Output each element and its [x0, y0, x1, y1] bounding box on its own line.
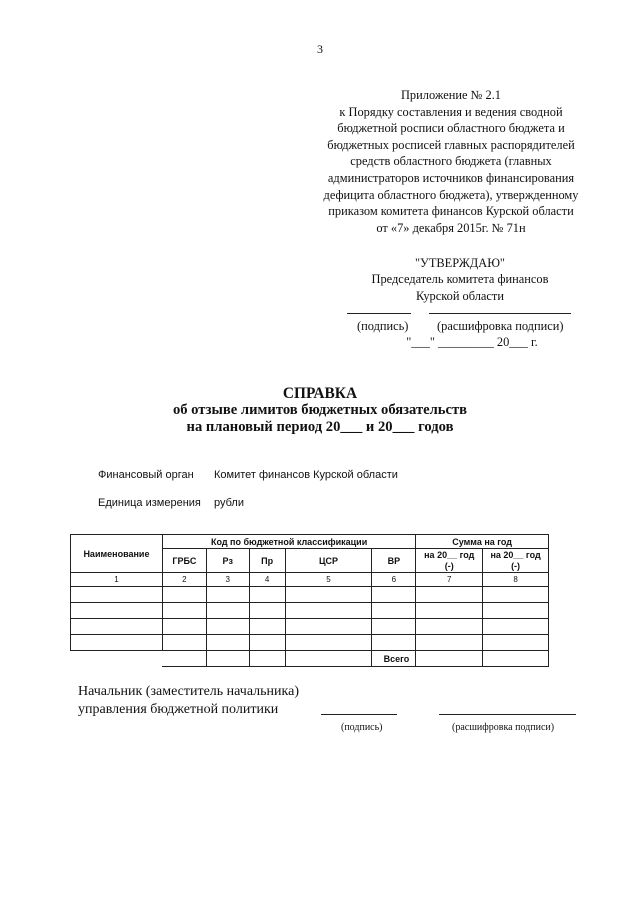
table-cell[interactable] [249, 635, 285, 651]
table-cell-blank [249, 651, 285, 667]
approval-signature-line[interactable] [347, 313, 411, 314]
table-cell[interactable] [372, 635, 416, 651]
table-cell[interactable] [71, 619, 163, 635]
appendix-line: приказом комитета финансов Курской области [328, 204, 574, 219]
table-cell-blank [71, 651, 163, 667]
table-cell[interactable] [71, 635, 163, 651]
col-header-grbs: ГРБС [162, 549, 206, 573]
footer-position-line-1: Начальник (заместитель начальника) [78, 684, 299, 699]
approver-position: Председатель комитета финансов [371, 272, 549, 287]
footer-signature-block [78, 683, 598, 733]
column-number: 5 [285, 573, 372, 587]
approve-stamp: "УТВЕРЖДАЮ" [415, 256, 505, 270]
total-value-year-2[interactable] [483, 651, 549, 667]
footer-decoding-caption: (расшифровка подписи) [452, 722, 555, 733]
table-row [71, 587, 549, 603]
appendix-line: бюджетных росписей главных распорядителей [327, 137, 575, 152]
table-cell[interactable] [416, 603, 483, 619]
title-subtitle: об отзыве лимитов бюджетных обязательств [172, 402, 468, 418]
col-header-name: Наименование [71, 535, 163, 573]
table-row [71, 603, 549, 619]
unit-label: Единица измерения [98, 497, 201, 509]
document-title [0, 385, 640, 436]
table-cell[interactable] [162, 603, 206, 619]
approval-signature-caption: (подпись) [357, 319, 409, 334]
table-cell[interactable] [483, 603, 549, 619]
page-number: 3 [317, 42, 323, 56]
table-cell[interactable] [206, 619, 249, 635]
column-number: 2 [162, 573, 206, 587]
approval-signature-lines [345, 304, 575, 318]
col-header-vr: ВР [372, 549, 416, 573]
appendix-line: средств областного бюджета (главных [350, 154, 552, 169]
column-number: 6 [372, 573, 416, 587]
column-number: 8 [483, 573, 549, 587]
limits-table [70, 534, 549, 667]
table-cell[interactable] [285, 587, 372, 603]
table-cell[interactable] [162, 619, 206, 635]
approval-block [345, 255, 575, 351]
year-2-label: на 20__ год [490, 549, 541, 560]
table-cell[interactable] [483, 587, 549, 603]
table-cell[interactable] [285, 603, 372, 619]
title-period: на плановый период 20___ и 20___ годов [186, 419, 454, 435]
table-cell[interactable] [162, 587, 206, 603]
table-cell[interactable] [416, 587, 483, 603]
col-header-pr: Пр [249, 549, 285, 573]
appendix-line: Приложение № 2.1 [400, 88, 501, 102]
approver-org: Курской области [416, 288, 504, 303]
total-row [71, 651, 549, 667]
table-cell[interactable] [249, 603, 285, 619]
appendix-line: к Порядку составления и ведения сводной [339, 104, 563, 119]
appendix-line: администраторов источников финансирования [327, 170, 575, 185]
approval-captions [345, 318, 575, 334]
title-main: СПРАВКА [282, 385, 358, 402]
total-value-year-1[interactable] [416, 651, 483, 667]
column-number: 1 [71, 573, 163, 587]
year-1-sign: (-) [444, 560, 454, 571]
table-row [71, 619, 549, 635]
table-cell[interactable] [372, 619, 416, 635]
appendix-line: дефицита областного бюджета), утвержденному [323, 187, 579, 202]
appendix-block [306, 87, 596, 236]
table-cell[interactable] [483, 635, 549, 651]
approval-date-line: "___" _________ 20___ г. [406, 335, 538, 350]
total-label: Всего [372, 651, 416, 667]
table-cell[interactable] [71, 587, 163, 603]
col-header-csr: ЦСР [285, 549, 372, 573]
approval-decoding-caption: (расшифровка подписи) [437, 319, 564, 334]
table-cell[interactable] [249, 587, 285, 603]
table-cell[interactable] [285, 635, 372, 651]
appendix-line: от «7» декабря 2015г. № 71н [376, 220, 526, 235]
table-cell[interactable] [206, 603, 249, 619]
year-2-sign: (-) [511, 560, 521, 571]
footer-signature-line[interactable] [321, 714, 397, 715]
table-cell-blank [162, 651, 206, 667]
footer-position-line-2: управления бюджетной политики [78, 702, 279, 717]
col-header-year-1 [416, 549, 483, 573]
column-number: 4 [249, 573, 285, 587]
table-cell[interactable] [416, 635, 483, 651]
fin-organ-value: Комитет финансов Курской области [214, 469, 398, 481]
table-cell[interactable] [162, 635, 206, 651]
table-cell-blank [206, 651, 249, 667]
table-cell[interactable] [285, 619, 372, 635]
appendix-line: бюджетной росписи областного бюджета и [337, 121, 565, 136]
col-group-sum: Сумма на год [416, 535, 549, 549]
unit-value: рубли [214, 497, 244, 509]
column-numbers-row [71, 573, 549, 587]
table-cell[interactable] [206, 587, 249, 603]
table-cell[interactable] [206, 635, 249, 651]
table-cell-blank [285, 651, 372, 667]
footer-decoding-line[interactable] [439, 714, 576, 715]
col-group-code: Код по бюджетной классификации [162, 535, 415, 549]
footer-signature-caption: (подпись) [341, 722, 383, 733]
table-cell[interactable] [249, 619, 285, 635]
table-cell[interactable] [483, 619, 549, 635]
table-cell[interactable] [372, 603, 416, 619]
table-cell[interactable] [71, 603, 163, 619]
column-number: 7 [416, 573, 483, 587]
table-cell[interactable] [416, 619, 483, 635]
fin-organ-label: Финансовый орган [98, 469, 194, 481]
approval-decoding-line[interactable] [429, 313, 571, 314]
col-header-rz: Рз [206, 549, 249, 573]
column-number: 3 [206, 573, 249, 587]
table-row [71, 635, 549, 651]
col-header-year-2 [483, 549, 549, 573]
table-cell[interactable] [372, 587, 416, 603]
year-1-label: на 20__ год [424, 549, 475, 560]
